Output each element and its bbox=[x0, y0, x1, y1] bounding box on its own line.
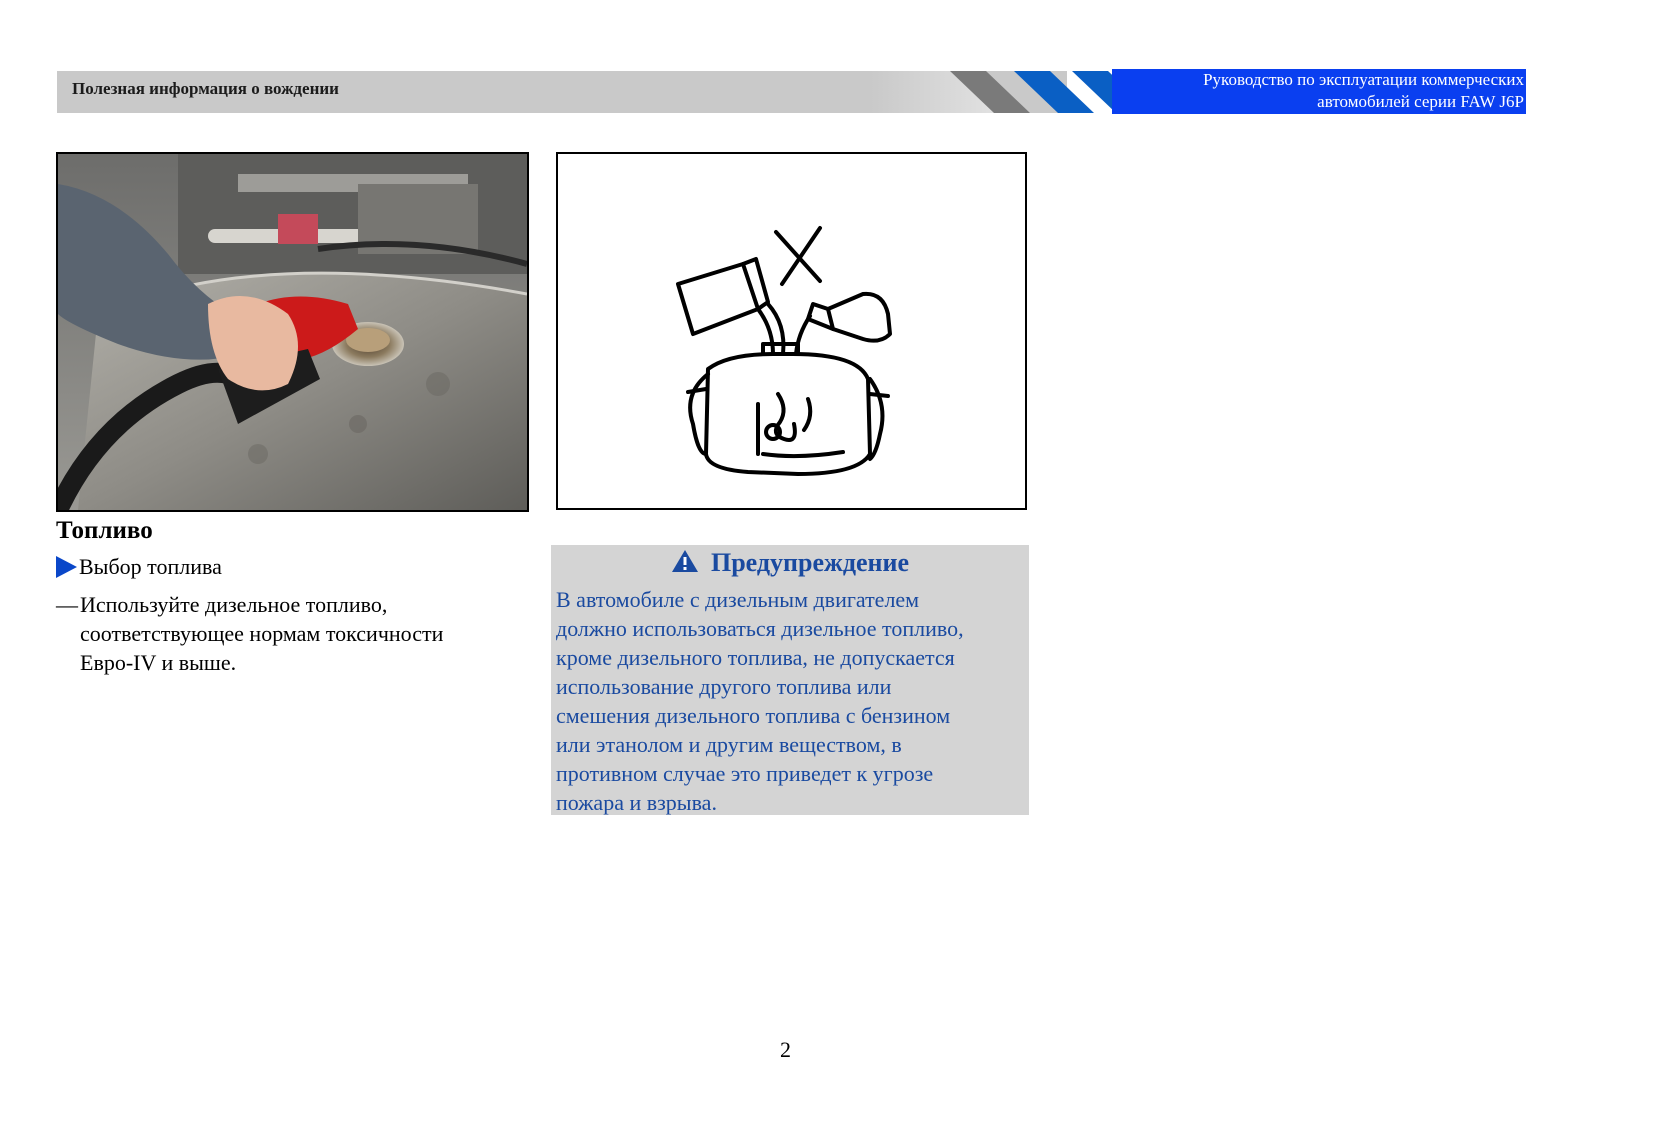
warning-line: смешения дизельного топлива с бензином bbox=[556, 703, 951, 728]
warning-triangle-icon bbox=[671, 549, 699, 573]
fuel-body bbox=[56, 590, 443, 677]
section-title: Полезная информация о вождении bbox=[72, 79, 339, 98]
warning-line: кроме дизельного топлива, не допускается bbox=[556, 645, 955, 670]
warning-box bbox=[551, 545, 1029, 815]
fuel-body-line: Евро-IV и выше. bbox=[80, 650, 237, 675]
warning-line: противном случае это приведет к угрозе bbox=[556, 761, 934, 786]
fuel-subitem bbox=[56, 554, 222, 580]
manual-title-line1: Руководство по эксплуатации коммерческих bbox=[1203, 70, 1524, 89]
warning-line: использование другого топлива или bbox=[556, 674, 892, 699]
warning-title: Предупреждение bbox=[710, 548, 910, 577]
dash-bullet: — bbox=[56, 592, 78, 617]
fuel-body-line: Используйте дизельное топливо, bbox=[80, 592, 388, 617]
fuel-subitem-label: Выбор топлива bbox=[79, 554, 222, 579]
fuel-mixing-illustration bbox=[556, 152, 1027, 510]
warning-line: пожара и взрыва. bbox=[556, 790, 717, 815]
warning-heading bbox=[551, 545, 1029, 578]
warning-line: или этанолом и другим веществом, в bbox=[556, 732, 902, 757]
refueling-photo-art bbox=[58, 154, 527, 510]
warning-text bbox=[556, 585, 964, 817]
manual-title-line2: автомобилей серии FAW J6P bbox=[1317, 92, 1524, 111]
fuel-mixing-drawing bbox=[558, 154, 1025, 508]
triangle-bullet-icon bbox=[56, 556, 77, 578]
fuel-body-line: соответствующее нормам токсичности bbox=[80, 621, 444, 646]
fuel-heading: Топливо bbox=[56, 517, 153, 544]
manual-title bbox=[1112, 69, 1526, 114]
page-number: 2 bbox=[780, 1037, 791, 1062]
refueling-photo bbox=[56, 152, 529, 512]
warning-line: должно использоваться дизельное топливо, bbox=[556, 616, 964, 641]
fuel-body-lines bbox=[80, 590, 443, 677]
warning-line: В автомобиле с дизельным двигателем bbox=[556, 587, 920, 612]
